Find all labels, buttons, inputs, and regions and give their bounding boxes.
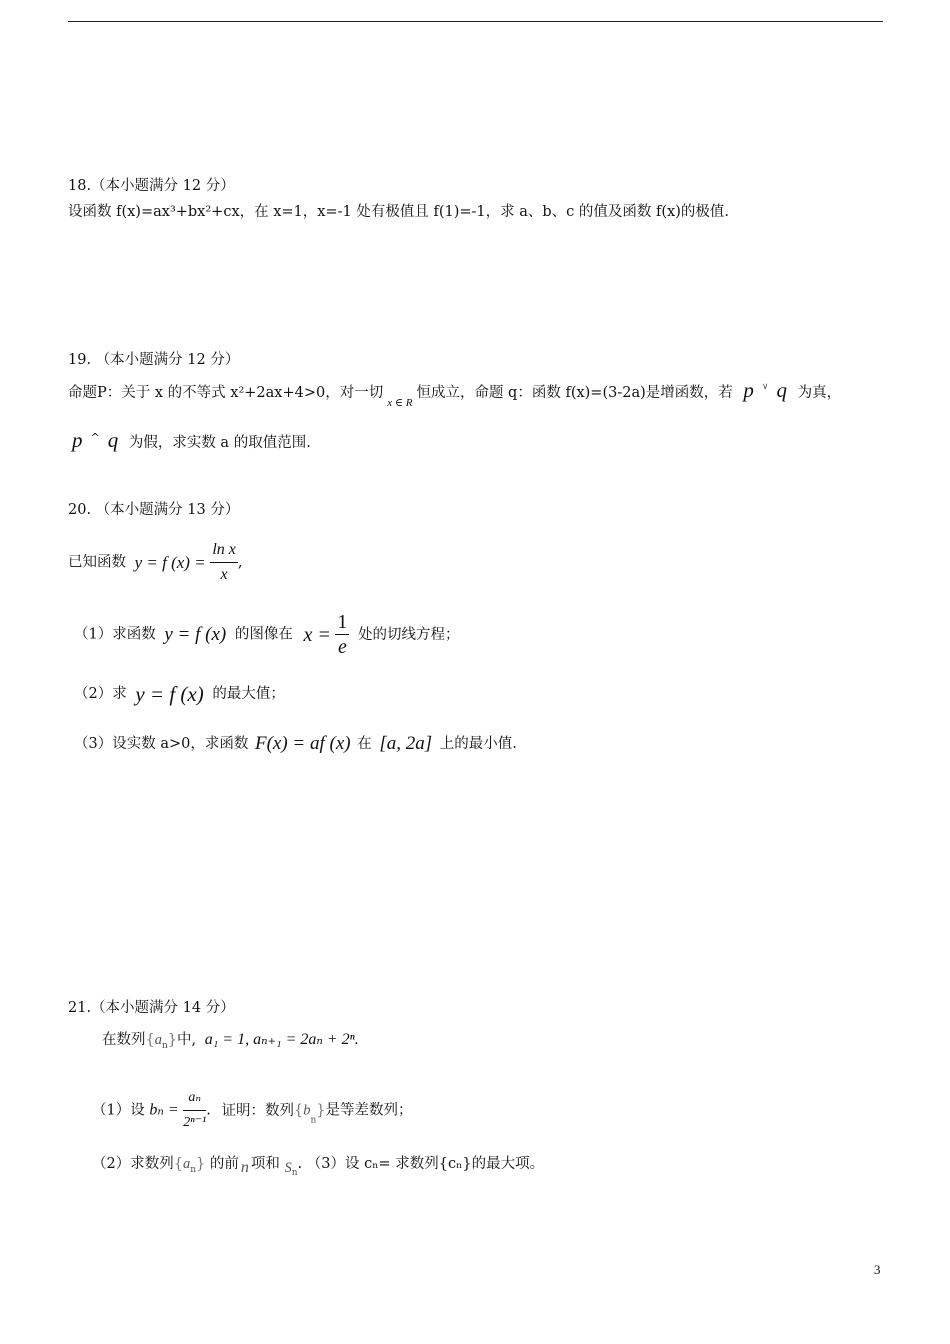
q21-sn-sub: n bbox=[291, 1168, 298, 1178]
q19-text-a: 命题P：关于 x 的不等式 x²+2ax+4>0，对一切 bbox=[68, 385, 384, 401]
q20-s1-frac bbox=[335, 610, 349, 659]
q21-s2a: （2）求数列 bbox=[92, 1156, 174, 1172]
q20-func-lhs: y = f (x) = bbox=[134, 552, 206, 572]
q20-comma: , bbox=[237, 554, 243, 571]
q19-p: p bbox=[743, 378, 754, 402]
q21-seq-a-open: { bbox=[145, 1032, 155, 1048]
page-number: 3 bbox=[874, 1262, 881, 1277]
q19-line1 bbox=[68, 376, 842, 409]
q21-bn-den: 2ⁿ⁻¹ bbox=[183, 1115, 207, 1130]
q21-seq-a2-close: } bbox=[196, 1156, 206, 1172]
q21-seq-b-sub: n bbox=[310, 1115, 317, 1126]
q20-s3-func: F(x) = af (x) bbox=[254, 733, 351, 754]
q21-seq-a-sub: n bbox=[161, 1041, 168, 1051]
q19-q2: q bbox=[107, 428, 119, 452]
q21-recurrence: a₁ = 1, aₙ₊₁ = 2aₙ + 2ⁿ. bbox=[204, 1031, 359, 1048]
q21-seq-a2-sub: n bbox=[190, 1165, 197, 1175]
q18-title: 18.（本小题满分 12 分） bbox=[68, 178, 235, 194]
q19-p2: p bbox=[72, 428, 83, 452]
q21-s2d: . bbox=[297, 1156, 303, 1172]
q21-intro bbox=[102, 1028, 359, 1058]
q20-func-den: x bbox=[220, 566, 228, 583]
q21-bn: bₙ = bbox=[149, 1101, 179, 1119]
q20-s1a: （1）求函数 bbox=[74, 626, 156, 643]
q21-seq-b: b bbox=[303, 1102, 311, 1119]
q21-s1b: 证明：数列 bbox=[221, 1102, 294, 1119]
q21-s2b: 的前 bbox=[209, 1156, 239, 1172]
q21-seq-a-close: } bbox=[167, 1032, 178, 1048]
q20-s2-func: y = f (x) bbox=[135, 682, 204, 706]
q21-seq-a2-open: { bbox=[173, 1156, 183, 1172]
q20-func-frac bbox=[210, 538, 238, 587]
q20-func-num: ln x bbox=[210, 538, 238, 563]
q20-intro-line bbox=[68, 538, 242, 587]
q20-s2b: 的最大值； bbox=[212, 686, 285, 702]
q21-s2 bbox=[92, 1152, 544, 1185]
q21-s2-n: n bbox=[240, 1159, 249, 1176]
q20-s1c: 处的切线方程； bbox=[358, 626, 460, 643]
q18-body: 设函数 f(x)=ax³+bx²+cx，在 x=1，x=-1 处有极值且 f(1)=-1，求 a、b、c 的值及函数 f(x)的极值. bbox=[68, 204, 729, 220]
q21-s3: （3）设 cₙ= 求数列{cₙ}的最大项。 bbox=[306, 1156, 545, 1172]
q20-s1-x: x = bbox=[303, 623, 331, 646]
q21-bn-num: aₙ bbox=[183, 1086, 206, 1111]
q19-and: ^ bbox=[90, 431, 100, 444]
q20-title: 20. （本小题满分 13 分） bbox=[68, 502, 240, 518]
q21-s1a: （1）设 bbox=[92, 1102, 145, 1119]
q20-s1b: 的图像在 bbox=[234, 626, 293, 643]
q20-s3 bbox=[74, 731, 517, 757]
header-rule bbox=[68, 21, 883, 22]
q21-s1c: 是等差数列； bbox=[325, 1102, 413, 1119]
q20-s1-func: y = f (x) bbox=[164, 623, 227, 645]
q19-or: ∨ bbox=[761, 382, 769, 392]
q21-title: 21.（本小题满分 14 分） bbox=[68, 1000, 235, 1016]
q19-q: q bbox=[776, 378, 787, 402]
q20-s3a: （3）设实数 a>0，求函数 bbox=[74, 736, 249, 752]
q20-s1 bbox=[74, 610, 460, 659]
q19-text-c: 为真， bbox=[797, 385, 842, 401]
q21-s2c: 项和 bbox=[250, 1156, 280, 1172]
q20-s3c: 上的最小值. bbox=[439, 736, 517, 752]
q21-sn: S bbox=[284, 1160, 292, 1176]
q19-text-b: 恒成立，命题 q：函数 f(x)=(3-2a)是增函数，若 bbox=[416, 385, 733, 401]
q19-line2 bbox=[72, 427, 311, 454]
q21-seq-a2: a bbox=[182, 1156, 191, 1172]
q20-s3b: 在 bbox=[357, 736, 372, 752]
q21-bn-dot: . bbox=[206, 1102, 211, 1119]
q21-bn-frac bbox=[183, 1086, 206, 1135]
q21-intro-b: 中, bbox=[177, 1032, 197, 1048]
q20-s1-num: 1 bbox=[337, 611, 348, 633]
q19-forall: x ∈ R bbox=[387, 397, 413, 409]
q21-intro-a: 在数列 bbox=[102, 1032, 146, 1048]
q21-seq-b-open: { bbox=[293, 1102, 304, 1119]
q20-s2a: （2）求 bbox=[74, 686, 127, 702]
q21-s1 bbox=[92, 1086, 412, 1135]
q21-seq-b-close: } bbox=[316, 1102, 326, 1119]
q20-s2 bbox=[74, 681, 285, 707]
q21-seq-a: a bbox=[154, 1032, 162, 1048]
q20-intro: 已知函数 bbox=[68, 554, 126, 571]
q19-title: 19. （本小题满分 12 分） bbox=[68, 352, 240, 368]
q19-text-d: 为假，求实数 a 的取值范围. bbox=[128, 435, 311, 451]
q20-s1-den: e bbox=[337, 636, 347, 658]
q20-s3-interval: [a, 2a] bbox=[379, 733, 433, 754]
